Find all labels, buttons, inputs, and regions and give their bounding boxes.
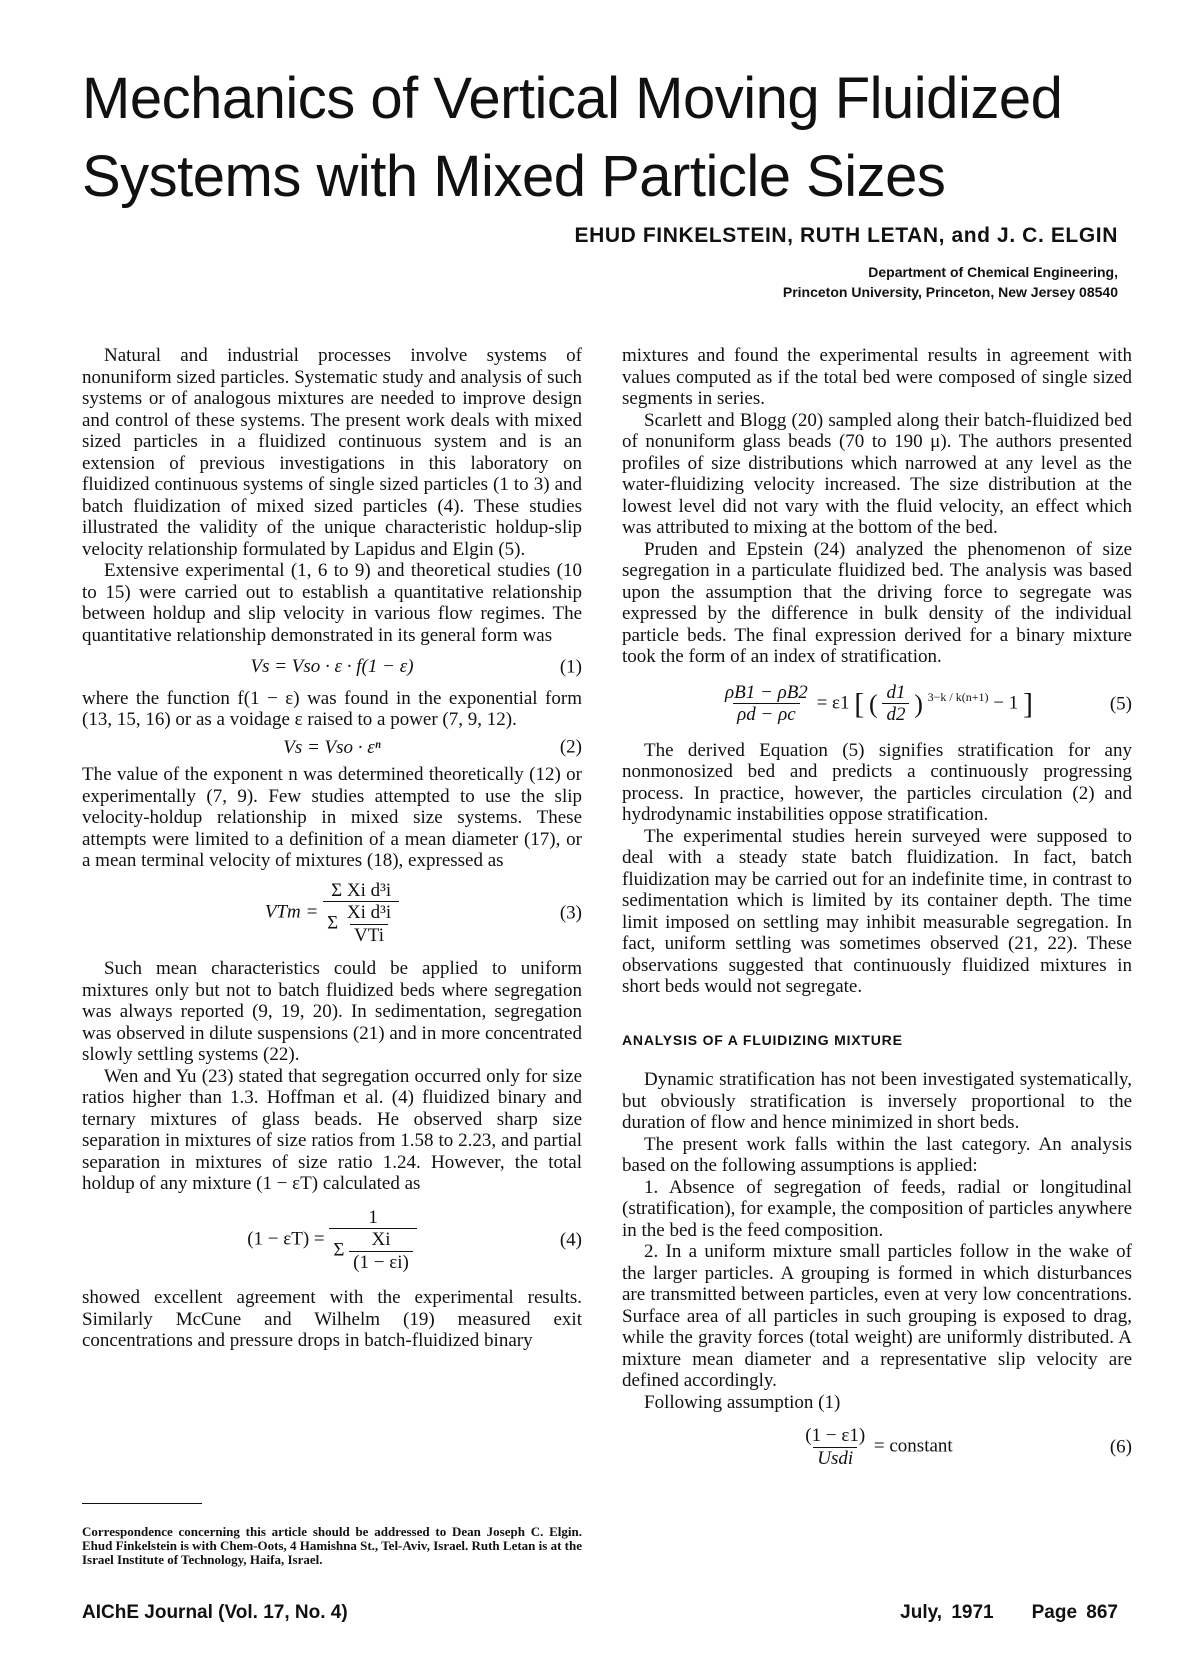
authors: EHUD FINKELSTEIN, RUTH LETAN, and J. C. ELGIN bbox=[574, 224, 1118, 247]
paragraph: Such mean characteristics could be applied to uniform mixtures only but not to batch fluidized beds where segregation was always reported (9, 19, 20). In sedimentation, segregation was observed in dilute suspensions (21) and in more concentrated slowly settling systems (22). bbox=[82, 958, 582, 1065]
equation-lhs: VTm = bbox=[264, 901, 319, 923]
fraction-denominator: ρd − ρc bbox=[733, 703, 800, 726]
equation-number: (4) bbox=[559, 1229, 582, 1250]
paragraph: Following assumption (1) bbox=[644, 1391, 841, 1413]
paragraph: mixtures and found the experimental results in agreement with values computed as if the total bed were composed of single sized segments in series. bbox=[622, 345, 1132, 409]
equation-middle: = ε1 bbox=[816, 691, 850, 713]
exponent: 3−k / k(n+1) bbox=[927, 689, 989, 704]
equation-body: Vs = Vso · ε · f(1 − ε) bbox=[250, 656, 414, 677]
paragraph: The value of the exponent n was determined theoretically (12) or experimentally (7, 9). Few studies attempted to use the slip velocity-holdup relationship in mixed size systems. These attempts were limited to a definition of a mean diameter (17), or a mean terminal velocity of mixtures (18), expressed as bbox=[82, 764, 582, 871]
fraction-denominator bbox=[323, 901, 399, 946]
inner-fraction bbox=[349, 1229, 413, 1273]
equation-fraction bbox=[721, 682, 812, 726]
sigma-symbol: Σ bbox=[327, 912, 339, 934]
affiliation-line-2: Princeton University, Princeton, New Jersey 08540 bbox=[782, 284, 1118, 300]
equation-rhs: = constant bbox=[873, 1435, 953, 1457]
equation-6 bbox=[622, 1425, 1132, 1469]
ratio-numerator: d1 bbox=[886, 681, 906, 703]
equation-fraction bbox=[801, 1425, 869, 1469]
paragraph: The experimental studies herein surveyed were supposed to deal with a steady state batch fluidization. In fact, batch fluidization may be carried out for an indefinite time, in contrast to sedimentation which is limited by its container depth. The time limit imposed on settling may inhibit measurable segregation. In fact, uniform settling was sometimes observed (21, 22). These observations suggested that continuously fluidized mixtures in short beds would not segregate. bbox=[622, 825, 1132, 997]
inner-numerator: Xi d³i bbox=[346, 902, 392, 923]
equation-number: (5) bbox=[1109, 692, 1132, 714]
paragraph: The derived Equation (5) signifies stratification for any nonmonosized bed and predicts a continuously progressing process. In practice, however, the particles circulation (2) and hydrodynamic instabilities oppose stratification. bbox=[622, 739, 1132, 825]
issue-date: July, 1971 bbox=[900, 1602, 994, 1623]
fraction-numerator: (1 − ε1) bbox=[805, 1425, 866, 1446]
inner-denominator: VTi bbox=[350, 924, 388, 947]
paragraph: 2. In a uniform mixture small particles follow in the wake of the larger particles. A grouping is formed in which disturbances are transmitted between particles, even at very low concentrations. Surface area of all particles in such grouping is exposed to drag, while the gravity forces (total weight) are uniformly distributed. A mixture mean diameter and a representative slip velocity are defined accordingly. bbox=[622, 1241, 1132, 1391]
footnote-rule bbox=[82, 1503, 202, 1504]
paragraph: showed excellent agreement with the experimental results. Similarly McCune and Wilhelm (19) measured exit concentrations and pressure drops in batch-fluidized binary bbox=[82, 1287, 582, 1351]
paren-close: ) bbox=[914, 688, 923, 718]
paragraph: Extensive experimental (1, 6 to 9) and theoretical studies (10 to 15) were carried out to establish a quantitative relationship between holdup and slip velocity in various flow regimes. The quantitative relationship demonstrated in its general form was bbox=[82, 560, 582, 646]
ratio-fraction bbox=[882, 682, 909, 726]
paragraph: 1. Absence of segregation of feeds, radial or longitudinal (stratification), for example, the composition of particles anywhere in the bed is the feed composition. bbox=[622, 1176, 1132, 1241]
bracket-open: [ bbox=[854, 686, 865, 720]
equation-tail: − 1 bbox=[993, 691, 1019, 713]
equation-5 bbox=[622, 682, 1132, 726]
article-title: Mechanics of Vertical Moving Fluidized Systems with Mixed Particle Sizes bbox=[82, 66, 1063, 209]
equation-4 bbox=[82, 1207, 582, 1274]
bracket-close: ] bbox=[1022, 686, 1033, 720]
sigma-symbol: Σ bbox=[333, 1239, 345, 1261]
equation-number: (3) bbox=[559, 902, 582, 923]
paragraph: where the function f(1 − ε) was found in the exponential form (13, 15, 16) or as a voidage ε raised to a power (7, 9, 12). bbox=[82, 687, 582, 730]
equation-number: (6) bbox=[1109, 1436, 1132, 1458]
paragraph: Pruden and Epstein (24) analyzed the phenomenon of size segregation in a particulate fluidized bed. The analysis was based upon the assumption that the driving force to segregate was expressed by the difference in bulk density of the individual particle beds. The final expression derived for a binary mixture took the form of an index of stratification. bbox=[622, 538, 1132, 667]
fraction-denominator bbox=[329, 1228, 416, 1273]
right-column bbox=[622, 345, 1132, 1481]
equation-1 bbox=[82, 656, 582, 678]
inner-numerator: Xi bbox=[371, 1229, 391, 1250]
equation-fraction bbox=[323, 880, 399, 947]
affiliation-line-1: Department of Chemical Engineering, bbox=[868, 264, 1118, 280]
paragraph: Scarlett and Blogg (20) sampled along their batch-fluidized bed of nonuniform glass beads (70 to 190 μ). The authors presented profiles of size distributions which narrowed at any level as the water-fluidizing velocity increased. The size distribution at the lowest level did not vary with the fluid velocity, an effect which was attributed to mixing at the bottom of the bed. bbox=[622, 409, 1132, 538]
inner-fraction bbox=[343, 902, 395, 946]
equation-number: (2) bbox=[559, 736, 582, 758]
equation-2 bbox=[82, 737, 582, 759]
equation-fraction bbox=[329, 1207, 416, 1274]
affiliation bbox=[783, 262, 1118, 302]
equation-lhs: (1 − εT) = bbox=[247, 1228, 325, 1250]
fraction-numerator: Σ Xi d³i bbox=[331, 879, 392, 901]
paren-open: ( bbox=[869, 688, 878, 718]
paragraph: The present work falls within the last category. An analysis based on the following assumptions is applied: bbox=[622, 1133, 1132, 1176]
fraction-numerator: 1 bbox=[368, 1206, 378, 1228]
footnote: Correspondence concerning this article should be addressed to Dean Joseph C. Elgin. Ehud Finkelstein is with Chem-Oots, 4 Hamishna St., Tel-Aviv, Israel. Ruth Letan is at the Israel Institute of Technology, Haifa, Israel. bbox=[82, 1524, 582, 1567]
equation-3 bbox=[82, 880, 582, 947]
journal-citation: AIChE Journal (Vol. 17, No. 4) bbox=[82, 1602, 348, 1623]
section-heading: ANALYSIS OF A FLUIDIZING MIXTURE bbox=[622, 1031, 903, 1048]
page-footer bbox=[900, 1602, 1118, 1624]
paragraph: Natural and industrial processes involve systems of nonuniform sized particles. Systematic study and analysis of such systems or of analogous mixtures are needed to improve design and control of these systems. The present work deals with mixed sized particles in a fluidized continuous system and is an extension of previous investigations in this laboratory on fluidized continuous systems of single sized particles (1 to 3) and batch fluidization of mixed sized particles (4). These studies illustrated the validity of the unique characteristic holdup-slip velocity relationship formulated by Lapidus and Elgin (5). bbox=[82, 345, 582, 560]
left-column bbox=[82, 345, 582, 1352]
equation-body: Vs = Vso · εⁿ bbox=[283, 736, 381, 758]
paragraph: Wen and Yu (23) stated that segregation occurred only for size ratios higher than 1.3. Hoffman et al. (4) fluidized binary and ternary mixtures of glass beads. He observed sharp size separation in mixtures of size ratios from 1.58 to 2.23, and partial separation in mixtures of size ratio 1.24. However, the total holdup of any mixture (1 − εT) calculated as bbox=[82, 1065, 582, 1194]
fraction-denominator: Usdi bbox=[813, 1447, 857, 1470]
inner-denominator: (1 − εi) bbox=[349, 1251, 413, 1274]
ratio-denominator: d2 bbox=[882, 703, 909, 726]
paragraph: Dynamic stratification has not been investigated systematically, but obviously stratification is inversely proportional to the duration of flow and hence minimized in short beds. bbox=[622, 1069, 1132, 1133]
fraction-numerator: ρB1 − ρB2 bbox=[725, 681, 808, 703]
equation-number: (1) bbox=[559, 656, 582, 677]
page-number: Page 867 bbox=[1031, 1602, 1118, 1623]
